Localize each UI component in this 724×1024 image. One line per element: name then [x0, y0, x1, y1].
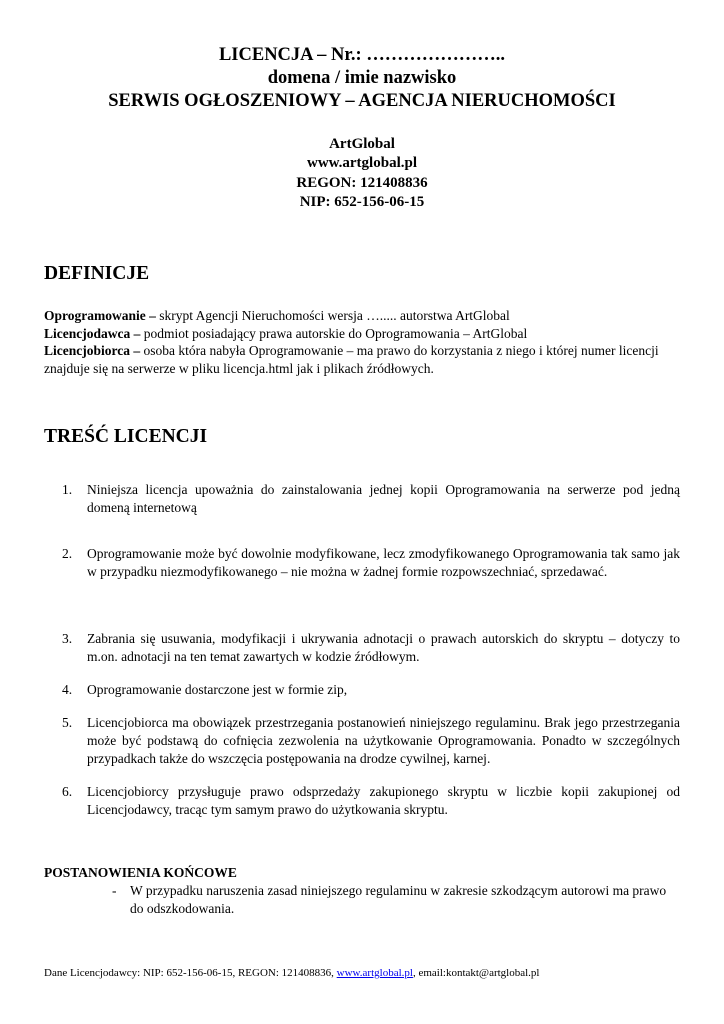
license-item	[62, 681, 680, 699]
footer-prefix: Dane Licencjodawcy: NIP: 652-156-06-15, REGON: 121408836,	[44, 967, 337, 979]
item-number: 2.	[62, 546, 73, 561]
company-regon: REGON: 121408836	[296, 175, 428, 191]
license-item	[62, 545, 680, 581]
definition-text: skrypt Agencji Nieruchomości wersja …..... autorstwa ArtGlobal	[155, 308, 510, 323]
item-text: Oprogramowanie dostarczone jest w formie zip,	[87, 682, 348, 697]
definition-term: Oprogramowanie –	[44, 308, 156, 323]
footer-website-link[interactable]: www.artglobal.pl	[336, 967, 413, 979]
item-number: 1.	[62, 482, 73, 497]
item-text: Oprogramowanie może być dowolnie modyfikowane, lecz zmodyfikowanego Oprogramowania tak samo jak w przypadku niezmodyfikowanego – nie można w żadnej formie rozpowszechniać, sprzedawać.	[87, 546, 680, 579]
license-title: LICENCJA – Nr.: …………………..	[218, 45, 506, 65]
item-number: 6.	[62, 784, 73, 799]
item-number: 3.	[62, 631, 73, 646]
definition-item	[44, 325, 684, 343]
definition-term: Licencjodawca –	[44, 325, 141, 341]
definition-text: podmiot posiadający prawa autorskie do Oprogramowania – ArtGlobal	[140, 325, 528, 341]
license-item	[62, 783, 680, 819]
license-subtitle: domena / imie nazwisko	[267, 68, 457, 88]
company-name: ArtGlobal	[329, 136, 395, 152]
definitions-list	[44, 307, 684, 377]
definitions-heading: DEFINICJE	[44, 263, 150, 284]
dash-bullet: -	[112, 883, 117, 898]
definition-text: osoba która nabyła Oprogramowanie – ma prawo do korzystania z niego i której numer licencji znajduje się na serwerze w pliku licencja.html jak i plikach źródłowych.	[44, 343, 659, 376]
license-item	[62, 714, 680, 768]
footer	[44, 967, 539, 979]
closing-heading: POSTANOWIENIA KOŃCOWE	[44, 865, 237, 880]
item-number: 5.	[62, 715, 73, 730]
company-nip: NIP: 652-156-06-15	[299, 194, 425, 210]
license-item	[62, 481, 680, 517]
closing-text: W przypadku naruszenia zasad niniejszego regulaminu w zakresie szkodzącym autorowi ma prawo do odszkodowania.	[130, 883, 667, 916]
item-text: Licencjobiorcy przysługuje prawo odsprzedaży zakupionego skryptu w liczbie kopii zakupionej od Licencjodawcy, tracąc tym samym prawo do użytkowania skryptu.	[87, 784, 680, 817]
item-text: Licencjobiorca ma obowiązek przestrzegania postanowień niniejszego regulaminu. Brak jego przestrzegania może być podstawą do cofnięcia zezwolenia na użytkowanie Oprogramowania. Ponadto w szczególnych przypadkach także do wszczęcia postępowania na drodze cywilnej, karnej.	[87, 715, 680, 766]
definition-term: Licencjobiorca –	[44, 343, 141, 358]
footer-suffix: , email:kontakt@artglobal.pl	[412, 967, 540, 979]
definition-item	[44, 342, 684, 377]
company-website: www.artglobal.pl	[306, 155, 417, 171]
closing-item	[112, 882, 680, 918]
item-text: Zabrania się usuwania, modyfikacji i ukrywania adnotacji o prawach autorskich do skryptu – dotyczy to m.on. adnotacji na ten temat zawartych w kodzie źródłowym.	[87, 631, 680, 664]
item-number: 4.	[62, 682, 73, 697]
service-title: SERWIS OGŁOSZENIOWY – AGENCJA NIERUCHOMOŚCI	[108, 91, 616, 111]
definition-item	[44, 307, 684, 325]
license-item	[62, 630, 680, 666]
license-content-heading: TREŚĆ LICENCJI	[44, 426, 208, 447]
item-text: Niniejsza licencja upoważnia do zainstalowania jednej kopii Oprogramowania na serwerze pod jedną domeną internetową	[87, 482, 680, 515]
